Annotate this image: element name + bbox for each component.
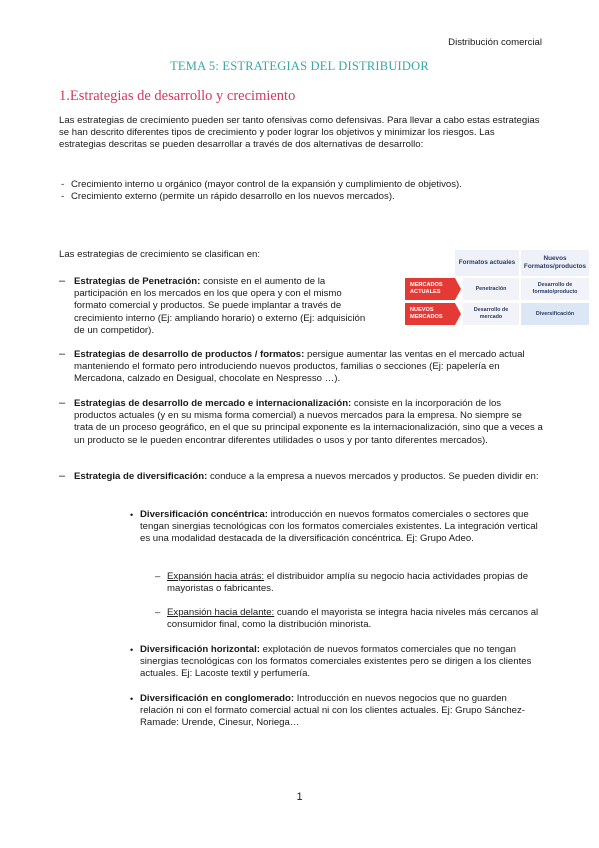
strategy-text: persigue aumentar las ventas en el mercado actual manteniendo el formato pero introduciendo nuevos productos, familias o secciones (Ej: papelería en Mercadona, calzado en Desigual, chocolate en Nespresso …). xyxy=(74,349,525,385)
matrix-cell-penetration: Penetración xyxy=(463,278,519,300)
expansion-term: Expansión hacia atrás: xyxy=(167,571,265,582)
subject-header: Distribución comercial xyxy=(448,37,542,48)
row-arrow-icon xyxy=(455,278,461,300)
dash-bullet: – xyxy=(59,275,66,287)
row-arrow-icon xyxy=(455,303,461,325)
dash-bullet: – xyxy=(155,571,161,582)
diversification-term: Diversificación horizontal: xyxy=(140,644,260,655)
dot-bullet: • xyxy=(130,694,134,704)
strategy-products xyxy=(59,349,543,386)
strategy-text: consiste en la incorporación de los productos actuales (y en su misma forma comercial) a nuevos mercados para la empresa. No siempre se trata de un proceso geográfico, en el que su principal exponente es la internacionalización, sino que a veces a un producto se le pueden encontrar diferentes utilidades o usos y por tanto diferentes mercados). xyxy=(74,398,543,446)
matrix-cell-market-development: Desarrollo de mercado xyxy=(463,303,519,325)
matrix-row-new: NUEVOS MERCADOS xyxy=(405,303,455,325)
matrix-col-current: Formatos actuales xyxy=(455,250,519,276)
matrix-cell-product-development: Desarrollo de formato/producto xyxy=(521,278,589,300)
dot-bullet: • xyxy=(130,510,134,520)
diversification-text: introducción en nuevos formatos comerciales o sectores que tengan sinergias tecnológicas con los formatos comerciales existentes. La integración vertical es una modalidad destacada de la diversificación concéntrica. Ej: Grupo Adeo. xyxy=(140,509,538,545)
strategy-term: Estrategia de diversificación: xyxy=(74,471,208,482)
strategy-penetration xyxy=(59,276,374,337)
strategy-term: Estrategias de Penetración: xyxy=(74,276,201,287)
dot-bullet: • xyxy=(130,645,134,655)
diversification-text: Introducción en nuevos negocios que no guarden relación ni con el formato comercial actual ni con los clientes actuales. Ej: Grupo Sánchez-Ramade: Urende, Cinesur, Noriega… xyxy=(140,693,526,729)
diversification-conglomerate xyxy=(130,693,540,730)
dash-bullet: – xyxy=(155,607,161,618)
list-item: - Crecimiento interno u orgánico (mayor control de la expansión y cumplimiento de objetivos). xyxy=(59,179,543,191)
dash-bullet: – xyxy=(59,348,66,360)
expansion-backward xyxy=(155,571,540,595)
intro-paragraph: Las estrategias de crecimiento pueden ser tanto ofensivas como defensivas. Para llevar a cabo estas estrategias se han descrito diferentes tipos de crecimiento y poder lograr los objetivos y minimizar los riesgos. Las estrategias descritas se pueden desarrollar a través de dos alternativas de desarrollo: xyxy=(59,115,540,151)
strategy-term: Estrategias de desarrollo de productos / formatos: xyxy=(74,349,305,360)
list-item: - Crecimiento externo (permite un rápido desarrollo en los nuevos mercados). xyxy=(59,191,543,203)
matrix-row-current: MERCADOS ACTUALES xyxy=(405,278,455,300)
expansion-text: cuando el mayorista se integra hacia niveles más cercanos al consumidor final, como la distribución minorista. xyxy=(167,607,539,631)
dash-bullet: – xyxy=(59,397,66,409)
strategy-text: consiste en el aumento de la participación en los mercados en los que opera y con el mismo formato comercial y productos. Se puede implantar a través de crecimiento interno (Ej: ampliando horario) o externo (Ej: adquisición de un competidor). xyxy=(74,276,366,336)
diversification-term: Diversificación concéntrica: xyxy=(140,509,268,520)
expansion-text: el distribuidor amplía su negocio hacia actividades propias de mayoristas o fabricantes. xyxy=(167,571,529,595)
matrix-cell-diversification: Diversificación xyxy=(521,303,589,325)
diversification-concentric xyxy=(130,509,540,546)
strategy-text: conduce a la empresa a nuevos mercados y productos. Se pueden dividir en: xyxy=(207,471,539,482)
strategy-term: Estrategias de desarrollo de mercado e internacionalización: xyxy=(74,398,352,409)
diversification-horizontal xyxy=(130,644,540,681)
diversification-text: explotación de nuevos formatos comerciales que no tengan sinergias tecnológicas con los formatos comerciales existentes pero se dirigen a los clientes actuales. Ej: Lacoste textil y perfumería. xyxy=(140,644,532,680)
strategy-diversification xyxy=(59,471,543,483)
page-number: 1 xyxy=(296,791,303,803)
expansion-forward xyxy=(155,607,540,631)
diversification-term: Diversificación en conglomerado: xyxy=(140,693,295,704)
dash-bullet: – xyxy=(59,470,66,482)
strategy-market xyxy=(59,398,543,447)
growth-alternatives-list xyxy=(59,179,543,203)
ansoff-matrix xyxy=(405,250,589,330)
section-title: 1.Estrategias de desarrollo y crecimiento xyxy=(59,88,296,104)
document-title: TEMA 5: ESTRATEGIAS DEL DISTRIBUIDOR xyxy=(170,59,429,73)
expansion-term: Expansión hacia delante: xyxy=(167,607,275,618)
classification-lead: Las estrategias de crecimiento se clasifican en: xyxy=(59,249,261,260)
matrix-col-new: Nuevos Formatos/productos xyxy=(521,250,589,276)
